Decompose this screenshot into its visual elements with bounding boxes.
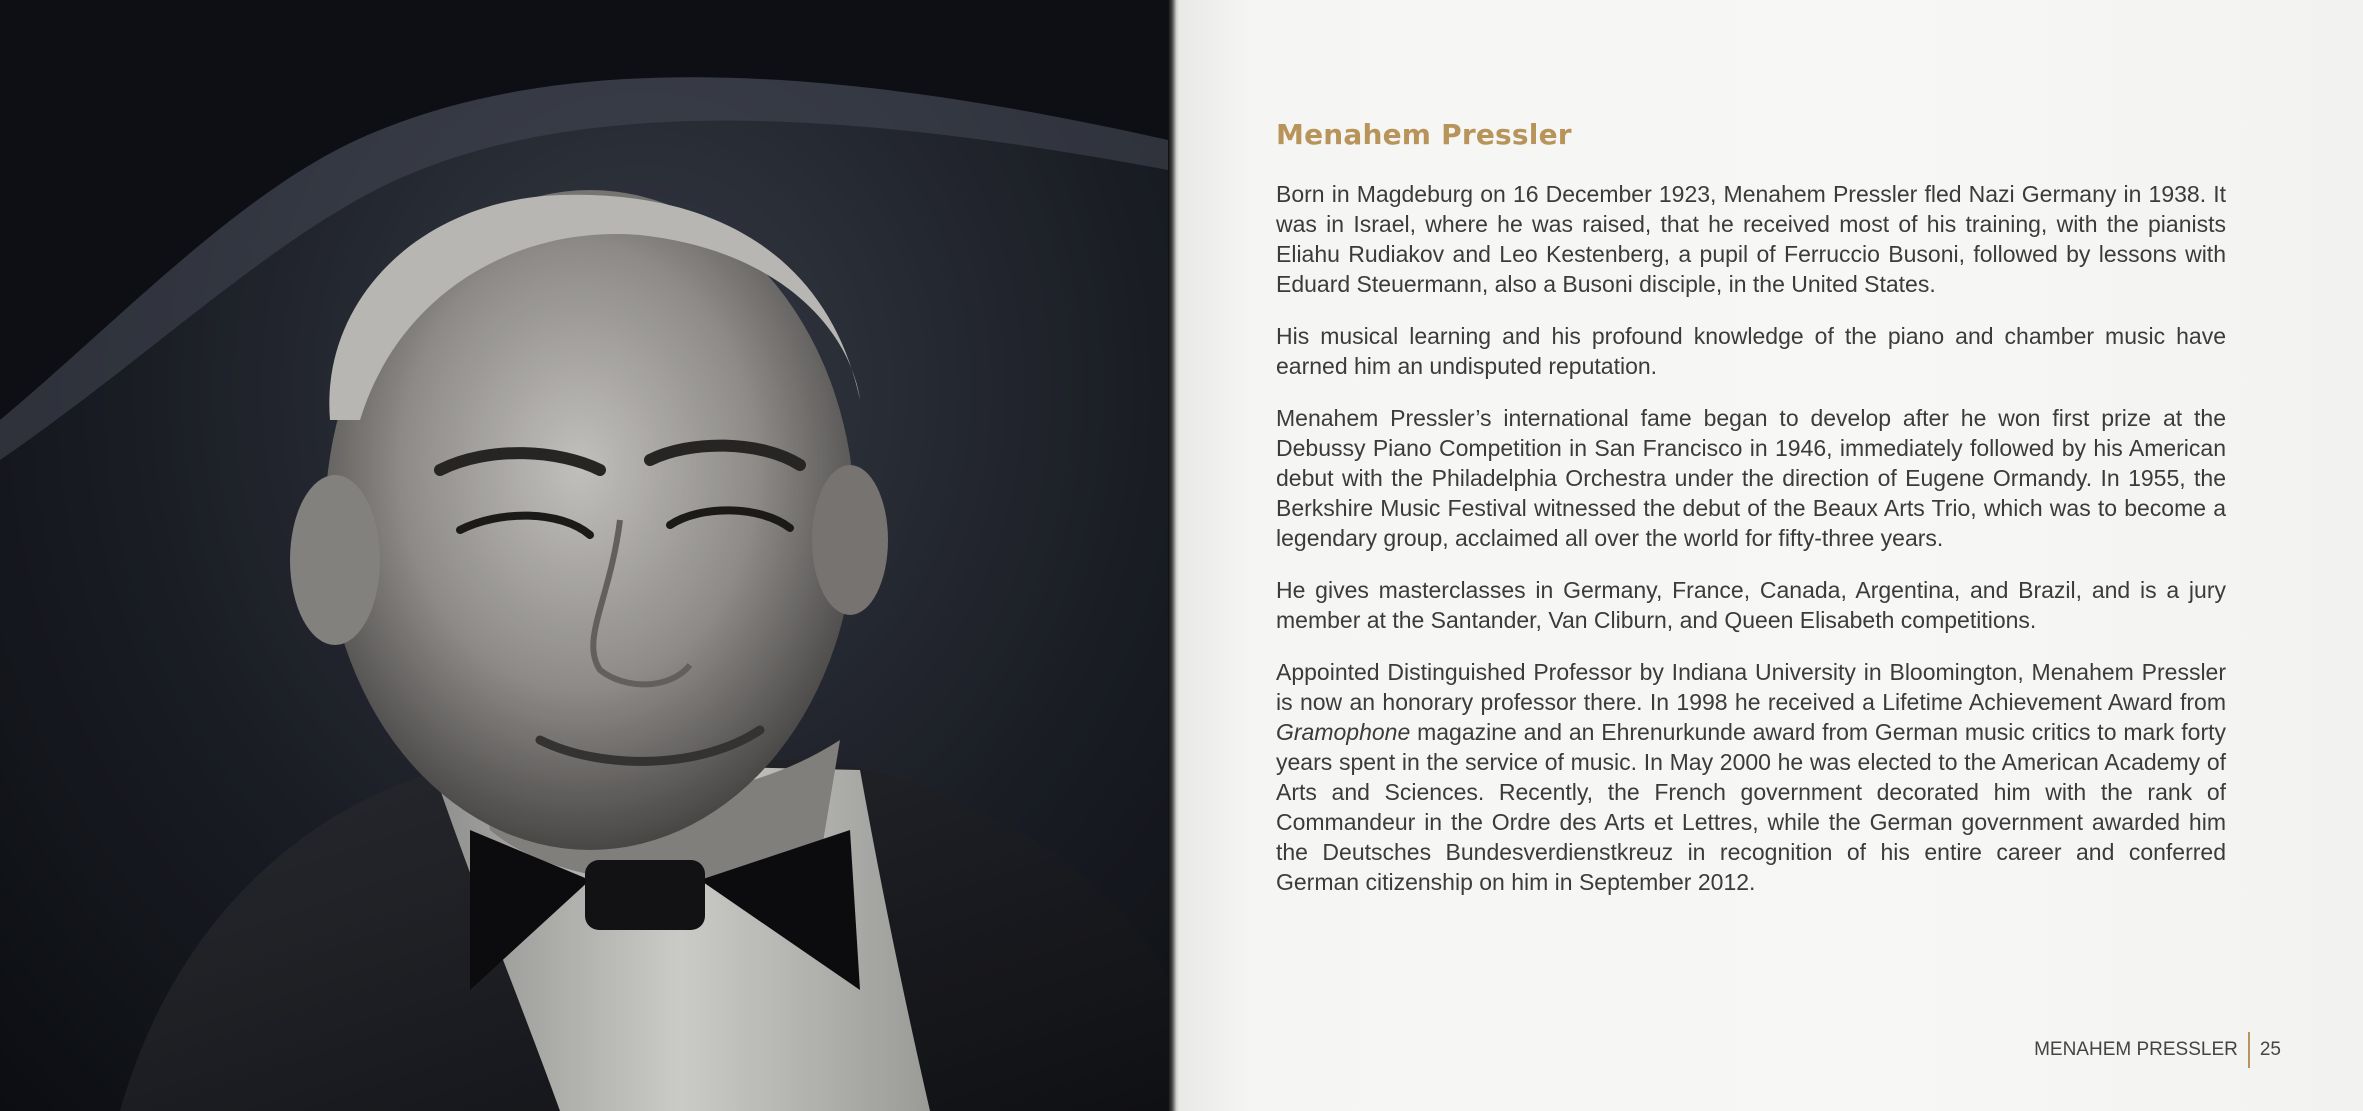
- running-head: MENAHEM PRESSLER: [2034, 1039, 2238, 1060]
- biography-page: [1180, 0, 2363, 1111]
- page-title: Menahem Pressler: [1276, 118, 1572, 151]
- paragraph-5: [1276, 657, 2226, 897]
- paragraph-5-part-2: magazine and an Ehrenurkunde award from German music critics to mark forty years spent in the service of music. In May 2000 he was elected to the American Academy of Arts and Sciences. Recently, the French government decorated him with the rank of Commandeur in the Ordre des Arts et Lettres, while the German government awarded him the Deutsches Bundesverdienstkreuz in recognition of his entire career and conferred German citizenship on him in September 2012.: [1276, 719, 2226, 895]
- paragraph-4: He gives masterclasses in Germany, France, Canada, Argentina, and Brazil, and is a jury member at the Santander, Van Cliburn, and Queen Elisabeth competitions.: [1276, 577, 2226, 633]
- paragraph-3: Menahem Pressler’s international fame began to develop after he won first prize at the Debussy Piano Competition in San Francisco in 1946, immediately followed by his American debut with the Philadelphia Orchestra under the direction of Eugene Ormandy. In 1955, the Berkshire Music Festival witnessed the debut of the Beaux Arts Trio, which was to become a legendary group, acclaimed all over the world for fifty-three years.: [1276, 405, 2226, 551]
- magazine-title: Gramophone: [1276, 719, 1411, 745]
- paragraph-1: Born in Magdeburg on 16 December 1923, Menahem Pressler fled Nazi Germany in 1938. It was in Israel, where he was raised, that he received most of his training, with the pianists Eliahu Rudiakov and Leo Kestenberg, a pupil of Ferruccio Busoni, followed by lessons with Eduard Steuermann, also a Busoni disciple, in the United States.: [1276, 181, 2226, 297]
- booklet-spine: [1168, 0, 1180, 1111]
- footer-divider: [2248, 1032, 2250, 1068]
- page-number: 25: [2259, 1039, 2281, 1060]
- biography-article: [1276, 118, 2226, 919]
- paragraph-5-part-1: Appointed Distinguished Professor by Indiana University in Bloomington, Menahem Pressler is now an honorary professor there. In 1998 he received a Lifetime Achievement Award from: [1276, 659, 2226, 715]
- portrait-photo: [0, 0, 1168, 1111]
- portrait-illustration: [0, 0, 1168, 1111]
- paragraph-2: His musical learning and his profound knowledge of the piano and chamber music have earned him an undisputed reputation.: [1276, 323, 2226, 379]
- page-footer: [2034, 1032, 2281, 1068]
